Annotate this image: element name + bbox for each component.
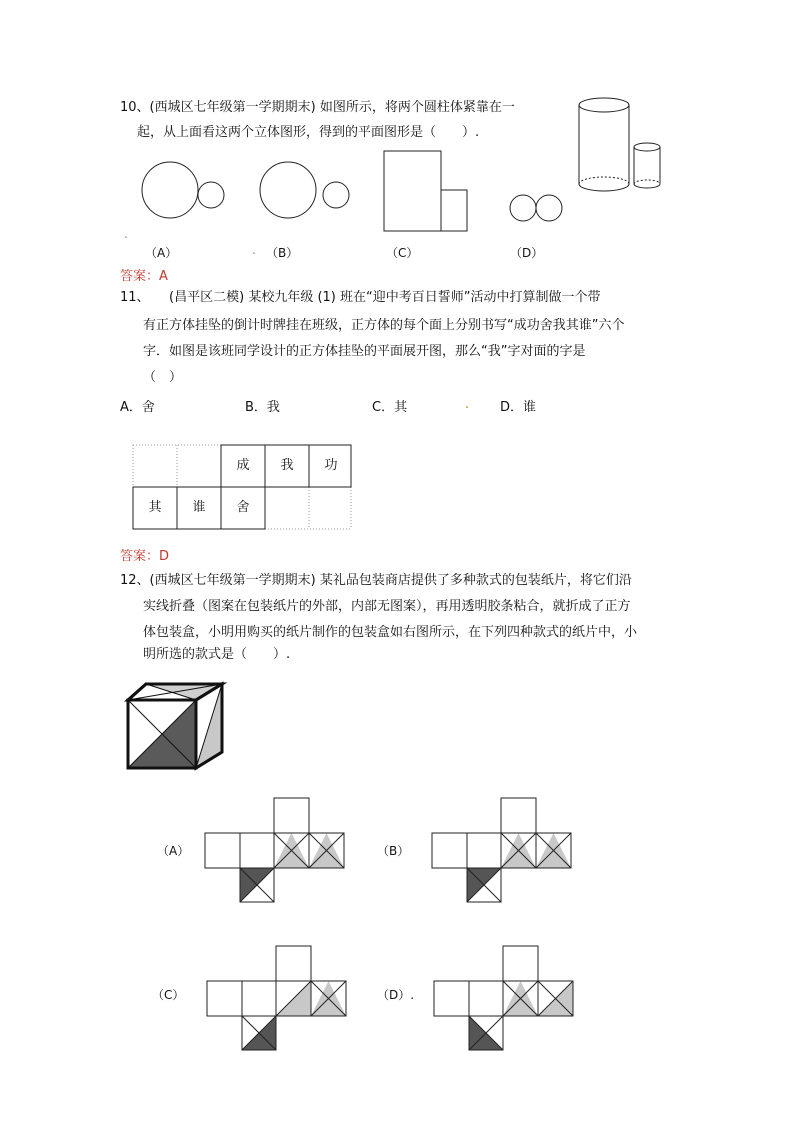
q12-option-d-net: [433, 945, 575, 1053]
q10-option-a-label: （A）: [145, 246, 178, 260]
q10-text-line2: 起，从上面看这两个立体图形，得到的平面图形是（ ）.: [137, 125, 480, 140]
q11-option-d: D．谁: [500, 400, 537, 415]
q10-cylinders-figure: [574, 96, 664, 196]
q11-dot: .: [465, 397, 470, 412]
q12-text-line1: 12、(西城区七年级第一学期期末) 某礼品包装商店提供了多种款式的包装纸片，将它们沿: [120, 573, 632, 588]
q12-option-c-net: [206, 945, 348, 1053]
q10-text-line1: 10、(西城区七年级第一学期期末) 如图所示，将两个圆柱体紧靠在一: [120, 100, 515, 115]
q11-text-line3: 字．如图是该班同学设计的正方体挂坠的平面展开图，那么“我”字对面的字是: [143, 344, 586, 359]
q10-option-a-figure: [140, 160, 230, 220]
q11-net-cell-wo: 我: [280, 458, 294, 473]
q10-dot-2: .: [124, 227, 128, 241]
q11-option-c: C．其: [372, 400, 408, 415]
q10-option-b-label: （B）: [266, 246, 299, 260]
q11-net-cell-gong: 功: [324, 458, 338, 473]
q10-option-c-label: （C）: [386, 246, 419, 260]
q12-text-line4: 明所选的款式是（ ）.: [143, 647, 291, 662]
q12-option-a-label: （A）: [157, 844, 190, 858]
q11-net-cell-shui: 谁: [192, 500, 206, 515]
q11-option-a: A．舍: [120, 400, 155, 415]
q10-option-d-label: （D）: [510, 246, 544, 260]
q10-answer: 答案：A: [120, 269, 168, 284]
q11-answer: 答案：D: [120, 549, 170, 564]
q12-option-c-label: （C）: [152, 988, 185, 1002]
q10-option-b-figure: [258, 160, 353, 220]
q11-text-line2: 有正方体挂坠的倒计时牌挂在班级，正方体的每个面上分别书写“成功舍我其谁”六个: [143, 318, 625, 333]
q11-net-cell-qi: 其: [148, 500, 162, 515]
q11-net-cell-she: 舍: [236, 500, 250, 515]
q12-text-line2: 实线折叠（图案在包装纸片的外部，内部无图案），再用透明胶条粘合，就折成了正方: [143, 599, 631, 614]
q12-gift-box-cube: [124, 682, 228, 772]
q11-text-line4: （ ）: [143, 370, 183, 385]
q12-option-a-net: [204, 797, 346, 905]
q12-option-d-label: （D）.: [377, 988, 415, 1002]
q12-text-line3: 体包装盒，小明用购买的纸片制作的包装盒如右图所示，在下列四种款式的纸片中，小: [143, 625, 638, 640]
q11-option-b: B．我: [245, 400, 280, 415]
q10-dot-1: .: [252, 243, 256, 257]
q11-net-cell-cheng: 成: [236, 458, 250, 473]
q12-option-b-label: （B）: [377, 844, 410, 858]
q11-text-line1: 11、 (昌平区二模) 某校九年级 (1) 班在“迎中考百日誓师”活动中打算制做一个带: [120, 290, 601, 305]
q12-option-b-net: [431, 797, 573, 905]
q10-option-d-figure: [508, 193, 568, 225]
q10-option-c-figure: [383, 150, 473, 232]
